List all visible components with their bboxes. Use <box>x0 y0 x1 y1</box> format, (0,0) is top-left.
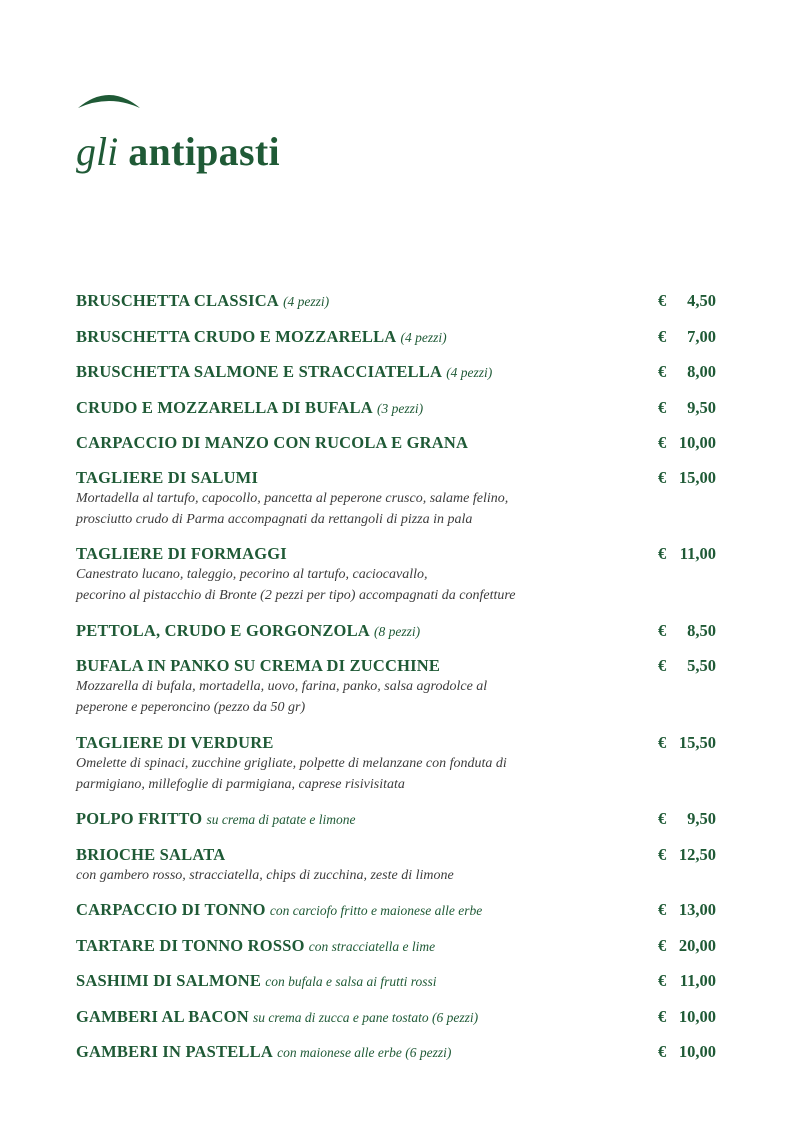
price-amount: 4,50 <box>687 291 716 310</box>
price-amount: 7,00 <box>687 326 716 346</box>
menu-item-heading <box>76 397 638 419</box>
price-amount: 13,00 <box>678 900 716 919</box>
menu-item-heading <box>76 808 638 830</box>
menu-item <box>76 1006 718 1028</box>
menu-item <box>76 361 718 383</box>
currency-symbol: € <box>658 935 667 955</box>
menu-item-name: BUFALA IN PANKO SU CREMA DI ZUCCHINE <box>76 656 441 675</box>
menu-item-name: TAGLIERE DI SALUMI <box>76 467 259 487</box>
menu-item-note: (4 pezzi) <box>446 365 493 380</box>
menu-item-price <box>658 844 716 865</box>
menu-item-heading <box>76 655 638 676</box>
currency-symbol: € <box>658 544 667 563</box>
menu-item-name: BRUSCHETTA SALMONE E STRACCIATELLA <box>76 362 443 381</box>
menu-item <box>76 732 718 795</box>
menu-item-name: TAGLIERE DI FORMAGGI <box>76 544 287 563</box>
title-main: antipasti <box>128 129 280 174</box>
menu-item-description: con gambero rosso, stracciatella, chips di zucchina, zeste di limone <box>76 867 454 883</box>
price-amount: 10,00 <box>678 1006 716 1026</box>
menu-item-note: (8 pezzi) <box>374 623 421 639</box>
menu-item-name: BRUSCHETTA CRUDO E MOZZARELLA <box>76 326 397 346</box>
menu-item-price <box>658 1006 716 1027</box>
menu-item-description: Canestrato lucano, taleggio, pecorino al tartufo, caciocavallo, pecorino al pistacchio di Bronte (2 pezzi per tipo) accompagnati da confetture <box>76 567 516 603</box>
menu-list <box>76 290 718 1077</box>
currency-symbol: € <box>658 844 667 864</box>
menu-item-heading <box>76 432 638 453</box>
menu-item-heading <box>76 732 638 753</box>
menu-item-note: con bufala e salsa ai frutti rossi <box>265 974 437 989</box>
price-amount: 15,50 <box>678 732 716 752</box>
currency-symbol: € <box>658 433 667 452</box>
price-amount: 9,50 <box>687 809 716 828</box>
menu-item <box>76 397 718 419</box>
menu-item-price <box>658 361 716 382</box>
price-amount: 8,00 <box>687 362 716 381</box>
currency-symbol: € <box>658 809 667 828</box>
price-amount: 11,00 <box>679 544 716 563</box>
menu-item-price <box>658 970 716 991</box>
title-prefix: gli <box>76 129 119 174</box>
menu-item-name: CARPACCIO DI TONNO <box>76 900 266 919</box>
menu-item-note: (4 pezzi) <box>283 294 330 309</box>
currency-symbol: € <box>658 1042 667 1061</box>
currency-symbol: € <box>658 900 667 919</box>
menu-item-heading <box>76 1006 638 1028</box>
menu-item-price <box>658 899 716 920</box>
price-amount: 20,00 <box>678 935 716 955</box>
menu-item-name: CRUDO E MOZZARELLA DI BUFALA <box>76 397 373 417</box>
price-amount: 10,00 <box>678 1042 716 1061</box>
menu-item <box>76 935 718 957</box>
menu-item <box>76 808 718 830</box>
section-title <box>76 128 280 175</box>
menu-item <box>76 899 718 921</box>
menu-item-price <box>658 432 716 453</box>
menu-item-heading <box>76 543 638 564</box>
menu-item-heading <box>76 844 638 865</box>
menu-item-heading <box>76 899 638 921</box>
price-amount: 9,50 <box>687 397 716 417</box>
menu-item-name: SASHIMI DI SALMONE <box>76 971 262 990</box>
menu-item-description: Mozzarella di bufala, mortadella, uovo, farina, panko, salsa agrodolce al peperone e peperoncino (pezzo da 50 gr) <box>76 679 488 715</box>
menu-item-price <box>658 655 716 676</box>
menu-item-price <box>658 620 716 641</box>
currency-symbol: € <box>658 971 667 990</box>
menu-item-note: con carciofo fritto e maionese alle erbe <box>269 903 483 918</box>
menu-item <box>76 432 718 453</box>
currency-symbol: € <box>658 362 667 381</box>
menu-item-note: con stracciatella e lime <box>308 938 436 954</box>
price-amount: 10,00 <box>678 433 716 452</box>
menu-item-heading <box>76 935 638 957</box>
menu-item-price <box>658 935 716 956</box>
menu-item-price <box>658 1041 716 1062</box>
menu-item-name: GAMBERI IN PASTELLA <box>76 1042 273 1061</box>
price-amount: 5,50 <box>687 656 716 675</box>
currency-symbol: € <box>658 291 667 310</box>
menu-item-heading <box>76 970 638 992</box>
price-amount: 12,50 <box>678 844 716 864</box>
menu-item-heading <box>76 1041 638 1063</box>
menu-item-name: BRUSCHETTA CLASSICA <box>76 291 279 310</box>
currency-symbol: € <box>658 326 667 346</box>
menu-item-heading <box>76 326 638 348</box>
currency-symbol: € <box>658 620 667 640</box>
menu-item <box>76 620 718 642</box>
menu-item-note: (3 pezzi) <box>376 400 424 416</box>
menu-item-name: CARPACCIO DI MANZO CON RUCOLA E GRANA <box>76 433 469 452</box>
currency-symbol: € <box>658 732 667 752</box>
menu-item-price <box>658 543 716 564</box>
menu-item-note: su crema di patate e limone <box>206 812 356 827</box>
menu-item-heading <box>76 290 638 312</box>
menu-item-price <box>658 290 716 311</box>
menu-item-name: PETTOLA, CRUDO E GORGONZOLA <box>76 620 370 640</box>
price-amount: 8,50 <box>687 620 716 640</box>
currency-symbol: € <box>658 467 667 487</box>
menu-item-name: TARTARE DI TONNO ROSSO <box>76 935 305 955</box>
price-amount: 15,00 <box>678 467 716 487</box>
menu-item <box>76 1041 718 1063</box>
menu-item-description: Omelette di spinaci, zucchine grigliate, polpette di melanzane con fonduta di parmigiano, millefoglie di parmigiana, caprese risivisitata <box>76 755 507 792</box>
menu-item-name: BRIOCHE SALATA <box>76 844 226 864</box>
menu-item <box>76 655 718 718</box>
menu-item-price <box>658 467 716 488</box>
menu-item-heading <box>76 620 638 642</box>
menu-item <box>76 970 718 992</box>
menu-item <box>76 290 718 312</box>
menu-item <box>76 543 718 606</box>
menu-item-note: su crema di zucca e pane tostato (6 pezzi) <box>252 1009 479 1025</box>
decorative-arc-icon <box>76 88 142 110</box>
menu-item-heading <box>76 361 638 383</box>
menu-item-heading <box>76 467 638 488</box>
menu-item-description: Mortadella al tartufo, capocollo, pancetta al peperone crusco, salame felino, prosciutto crudo di Parma accompagnati da rettangoli di pizza in pala <box>76 490 509 527</box>
menu-item-price <box>658 732 716 753</box>
menu-item-price <box>658 326 716 347</box>
menu-item-note: (4 pezzi) <box>400 329 447 345</box>
menu-item-price <box>658 397 716 418</box>
menu-item-name: TAGLIERE DI VERDURE <box>76 732 274 752</box>
menu-item-note: con maionese alle erbe (6 pezzi) <box>277 1045 452 1060</box>
currency-symbol: € <box>658 1006 667 1026</box>
currency-symbol: € <box>658 397 667 417</box>
menu-item <box>76 326 718 348</box>
menu-item-name: GAMBERI AL BACON <box>76 1006 249 1026</box>
menu-item <box>76 467 718 530</box>
menu-item <box>76 844 718 886</box>
menu-item-name: POLPO FRITTO <box>76 809 203 828</box>
menu-item-price <box>658 808 716 829</box>
currency-symbol: € <box>658 656 667 675</box>
price-amount: 11,00 <box>679 971 716 990</box>
